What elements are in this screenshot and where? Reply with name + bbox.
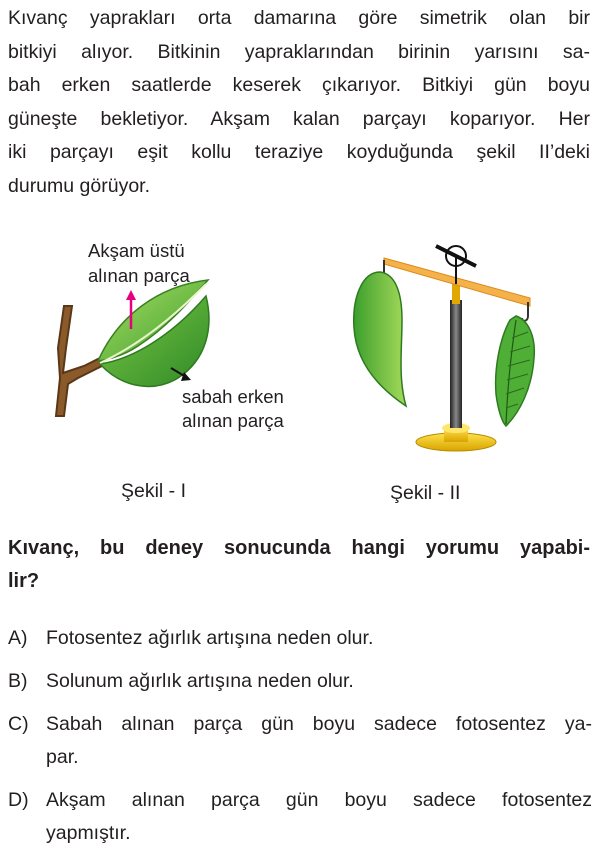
- option-text: Solunum ağırlık artışına neden olur.: [46, 670, 354, 692]
- option-letter: A): [8, 627, 28, 649]
- option-text: Fotosentez ağırlık artışına neden olur.: [46, 627, 374, 649]
- figures: [0, 228, 601, 518]
- question-line: Kıvanç, bu deney sonucunda hangi yorumu yapabi-: [8, 537, 590, 559]
- scale-neck: [452, 284, 460, 304]
- label-evening-line1: Akşam üstü: [88, 240, 185, 261]
- option-letter: C): [8, 713, 29, 735]
- figure-1-caption: Şekil - I: [121, 480, 187, 502]
- label-evening-line2: alınan parça: [88, 265, 190, 286]
- question-prompt: [8, 532, 590, 598]
- label-morning-line2: alınan parça: [182, 410, 284, 431]
- paragraph-line: bah erken saatlerde keserek çıkarıyor. Bitkiyi gün boyu: [8, 74, 590, 96]
- paragraph-line: iki parçayı eşit kollu teraziye koyduğunda şekil II’deki: [8, 141, 590, 163]
- option-text: Sabah alınan parça gün boyu sadece fotosentez ya-: [46, 713, 592, 735]
- figure-2: [340, 228, 570, 518]
- question-paragraph: [8, 2, 590, 203]
- figure-1: [38, 228, 338, 518]
- question-line: lir?: [8, 570, 40, 592]
- option-letter: B): [8, 670, 28, 692]
- balance-scale-illustration: [340, 228, 570, 518]
- left-leaf-half: [354, 272, 406, 406]
- label-morning-line1: sabah erken: [182, 386, 284, 407]
- figure-2-caption: Şekil - II: [390, 482, 461, 504]
- option-text: yapmıştır.: [46, 822, 131, 844]
- paragraph-line: bitkiyi alıyor. Bitkinin yapraklarından birinin yarısını sa-: [8, 40, 590, 63]
- stem: [56, 306, 102, 416]
- option-text: par.: [46, 746, 79, 768]
- right-leaf-half: [496, 316, 535, 426]
- scale-pole: [450, 300, 462, 428]
- paragraph-line: güneşte bekletiyor. Akşam kalan parçayı koparıyor. Her: [8, 107, 590, 130]
- option-text: Akşam alınan parça gün boyu sadece fotosentez: [46, 789, 592, 811]
- arrow-head-icon: [126, 290, 136, 300]
- paragraph-line: Kıvanç yaprakları orta damarına göre simetrik olan bir: [8, 7, 590, 29]
- paragraph-line: durumu görüyor.: [8, 174, 150, 197]
- option-letter: D): [8, 789, 29, 811]
